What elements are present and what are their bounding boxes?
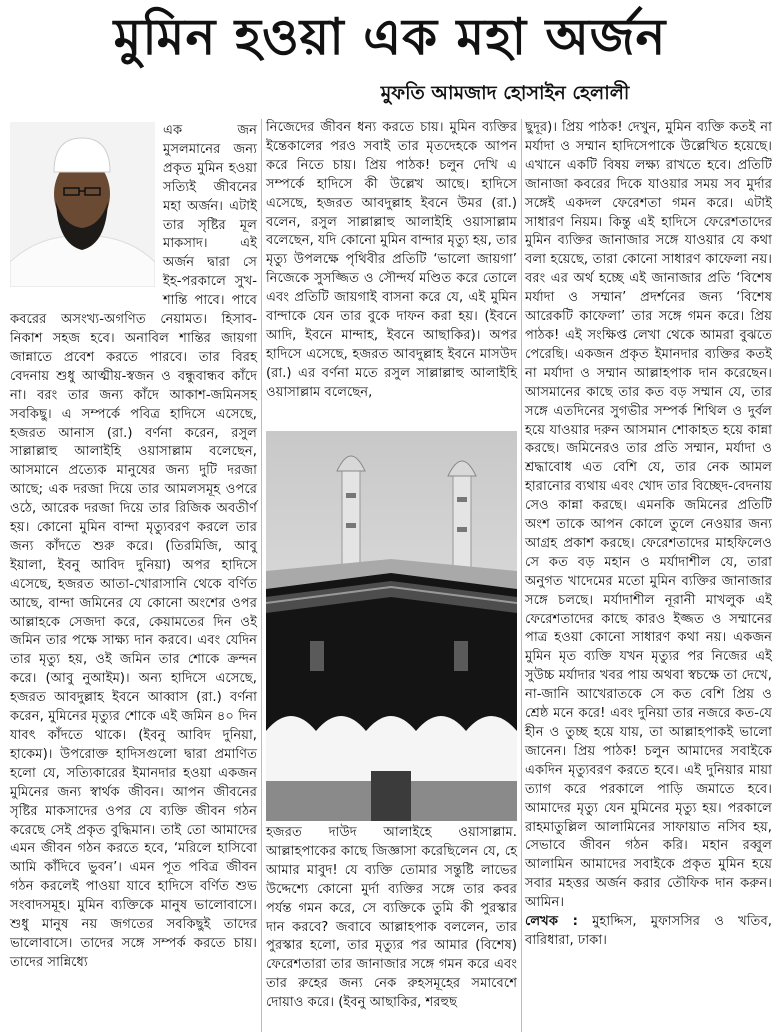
author-portrait-figure [10, 122, 155, 287]
column-2-top-text: নিজেদের জীবন ধন্য করতে চায়। মুমিন ব্যক্তির ইন্তেকালের পরও সবাই তার মৃতদেহকে আপন করে নিতে চায়। প্রিয় পাঠক! চলুন দেখি এ সম্পর্কে হাদিসে কী উল্লেখ আছে। হাদিসে এসেছে, হজরত আবদুল্লাহ ইবনে উমর (রা.) বলেন, রসুল সাল্লাল্লাহু আলাইহি ওয়াসাল্লাম বলেছেন, যদি কোনো মুমিন বান্দার মৃত্যু হয়, তার মৃত্যু উপলক্ষে পৃথিবীর প্রতিটি ‘ভালো জায়গা’ নিজেকে সুসজ্জিত ও সৌন্দর্য মণ্ডিত করে তোলে এবং প্রতিটি জায়গাই বাসনা করে যে, এই মুমিন বান্দাকে যেন তার বুকে দাফন করা হয়। (ইবনে আদি, ইবনে মান্দাহ, ইবনে আছাকির)। অপর হাদিসে এসেছে, হজরত আবদুল্লাহ ইবনে মাসউদ (রা.) এর বর্ণনা মতে রসুল সাল্লাল্লাহু আলাইহি ওয়াসাল্লাম বলেছেন, [266, 120, 517, 400]
author-credit [525, 913, 772, 951]
column-1-text: এক জন মুসলমানের জন্য প্রকৃত মুমিন হওয়া সত্যিই জীবনের মহা অর্জন। এটাই তার সৃষ্টির মূল মাকসাদ। এই অর্জন দ্বারা সে ইহ-পরকালে সুখ-শান্তি পাবে। পাবে কবরের অসংখ্য-অগণিত নেয়ামত। হিসাব-নিকাশ সহজ হবে। অনাবিল শান্তির জায়গা জান্নাতে প্রবেশ করতে পারবে। তার বিরহ বেদনায় শুধু আত্মীয়-স্বজন ও বন্ধুবান্ধব কাঁদে না। বরং তার জন্য কাঁদে আকাশ-জমিনসহ সবকিছু। এ সম্পর্কে পবিত্র হাদিসে এসেছে, হজরত আনাস (রা.) বর্ণনা করেন, রসুল সাল্লাল্লাহু আলাইহি ওয়াসাল্লাম বলেছেন, আসমানে প্রত্যেক মানুষের জন্য দুটি দরজা আছে; এক দরজা দিয়ে তার আমলসমূহ ওপরে ওঠে, আরেক দরজা দিয়ে তার রিজিক অবতীর্ণ হয়। কোনো মুমিন বান্দা মৃত্যুবরণ করলে তার জন্য কাঁদতে শুরু করে। (তিরমিজি, আবু ইয়ালা, ইবনু আবিদ দুনিয়া) অপর হাদিসে এসেছে, হজরত আতা-খোরাসানি থেকে বর্ণিত আছে, বান্দা জমিনের যে কোনো অংশের ওপর আল্লাহকে সেজদা করে, কেয়ামতের দিন ওই জমিন তার পক্ষে সাক্ষ্য দান করবে। এবং যেদিন তার মৃত্যু হয়, ওই জমিন তার শোকে ক্রন্দন করে। (আবু নুআইম)। অন্য হাদিসে এসেছে, হজরত আবদুল্লাহ ইবনে আব্বাস (রা.) বর্ণনা করেন, মুমিনের মৃত্যুর শোকে এই জমিন ৪০ দিন যাবৎ কাঁদতে থাকে। (ইবনু আবিদ দুনিয়া, হাকেম)। উপরোক্ত হাদিসগুলো দ্বারা প্রমাণিত হলো যে, সত্যিকারের ইমানদার হওয়া একজন মুমিনের জন্য স্বার্থক জীবন। আপন জীবনের সৃষ্টির মাকসাদের ওপর যে ব্যক্তি জীবন গঠন করেছে সেই প্রকৃত বুদ্ধিমান। তাই তো আমাদের এমন জীবন গঠন করতে হবে, ‘মরিলে হাসিবো আমি কাঁদিবে ভুবন’। এমন পূত পবিত্র জীবন গঠন করলেই পাওয়া যাবে হাদিসে বর্ণিত শুভ সংবাদসমূহ। মুমিন ব্যক্তিকে মানুষ ভালোবাসে। শুধু মানুষ নয় জগতের সবকিছুই তাদের ভালোবাসে। তাদের সঙ্গে সম্পর্ক করতে চায়। তাদের সান্নিধ্যে [10, 123, 257, 970]
article-column-3 [525, 119, 772, 1032]
kaaba-photo [266, 431, 517, 821]
column-divider [261, 119, 262, 1032]
article-column-2-bottom [266, 824, 517, 1032]
author-portrait [10, 122, 155, 287]
author-credit-label: লেখক : [525, 914, 578, 930]
column-3-text: ছুদূর)। প্রিয় পাঠক! দেখুন, মুমিন ব্যক্তি কতই না মর্যাদা ও সম্মান হাদিসেপাকে উল্লেখিত হয়েছে। এখানে একটি বিষয় লক্ষ্য রাখতে হবে। প্রতিটি জানাজা কবরের দিকে যাওয়ার সময় সব মুর্দার সঙ্গেই একদল ফেরেশতা গমন করে। এটাই সাধারণ নিয়ম। কিন্তু এই হাদিসে ফেরেশতাদের মুমিন ব্যক্তির জানাজার সঙ্গে যাওয়ার যে কথা বলা হয়েছে, তারা কোনো সাধারণ কাফেলা নয়। বরং এর অর্থ হচ্ছে এই জানাজার প্রতি ‘বিশেষ মর্যাদা ও সম্মান’ প্রদর্শনের জন্য ‘বিশেষ আরেকটি কাফেলা’ তার সঙ্গে গমন করে। প্রিয় পাঠক! এই সংক্ষিপ্ত লেখা থেকে আমরা বুঝতে পেরেছি। একজন প্রকৃত ইমানদার ব্যক্তির কতই না মর্যাদা ও সম্মান আল্লাহপাক দান করেছেন। আসমানের কাছে তার কত বড় সম্মান যে, তার সঙ্গে এতদিনের সুগভীর সম্পর্ক শিথিল ও দুর্বল হয়ে যাওয়ার দরুন আসমান শোকাহত হয়ে কান্না করছে। জমিনেরও তার প্রতি সম্মান, মর্যাদা ও শ্রদ্ধাবোধ এত বেশি যে, তার নেক আমল হারানোর ব্যথায় এবং খোদ তার বিচ্ছেদ-বেদনায় সেও কান্না করছে। এমনকি জমিনের প্রতিটি অংশ তাকে আপন কোলে তুলে নেওয়ার জন্য আগ্রহ প্রকাশ করছে। ফেরেশতাদের মাহফিলেও সে কত বড় মহান ও মর্যাদাশীল যে, তারা অনুগত খাদেমের মতো মুমিন ব্যক্তির জানাজার সঙ্গে চলছে। মর্যাদাশীল নূরানী মাখলুক এই ফেরেশতাদের কাছে কারও ইজ্জত ও সম্মানের পাত্র হওয়া কোনো সাধারণ কথা নয়। একজন মুমিন মৃত ব্যক্তি যখন মৃত্যুর পর নিজের এই সুউচ্চ মর্যাদার খবর পায় অথবা স্বচক্ষে তা দেখে, না-জানি আখেরাতকে সে কত বেশি প্রিয় ও শ্রেষ্ঠ মনে করে! এবং দুনিয়া তার নজরে কত-যে হীন ও তুচ্ছ হয়ে যায়, তা আল্লাহপাকই ভালো জানেন। প্রিয় পাঠক! চলুন আমাদের সবাইকে একদিন মৃত্যুবরণ করতে হবে। এই দুনিয়ার মায়া ত্যাগ করে পরকালে পাড়ি জমাতে হবে। আমাদের মৃত্যু যেন মুমিনের মৃত্যু হয়। পরকালে রাহমাতুল্লিল আলামিনের সাফায়াত নসিব হয়, সেভাবে জীবন গঠন করি। মহান রব্বুল আলামিন আমাদের সবাইকে প্রকৃত মুমিন হয়ে সবার মহত্তর অর্জন করার তৌফিক দান করুন। আমিন। [525, 120, 772, 911]
author-credit-text: মুহাদ্দিস, মুফাসসির ও খতিব, বারিধারা, ঢাকা। [525, 914, 772, 948]
headline: মুমিন হওয়া এক মহা অর্জন [113, 7, 667, 66]
kaaba-illustration [266, 431, 517, 821]
byline: মুফতি আমজাদ হোসাইন হেলালী [380, 82, 630, 104]
article-column-1 [10, 122, 257, 1032]
article-column-2-top [266, 119, 517, 419]
column-divider [521, 119, 522, 1032]
column-2-bottom-text: হজরত দাউদ আলাইহে ওয়াসাল্লাম. আল্লাহপাকের কাছে জিজ্ঞাসা করেছিলেন যে, হে আমার মাবুদ! যে ব্যক্তি তোমার সন্তুষ্টি লাভের উদ্দেশ্যে কোনো মুর্দা ব্যক্তির সঙ্গে তার কবর পর্যন্ত গমন করে, সে ব্যক্তিকে তুমি কী পুরস্কার দান করবে? জবাবে আল্লাহপাক বললেন, তার পুরস্কার হলো, তার মৃত্যুর পর আমার (বিশেষ) ফেরেশতারা তার জানাজার সঙ্গে গমন করে এবং তার রুহের জন্য নেক রুহসমূহের সমাবেশে দোয়াও করে। (ইবনু আছাকির, শরহুছ [266, 825, 517, 1011]
